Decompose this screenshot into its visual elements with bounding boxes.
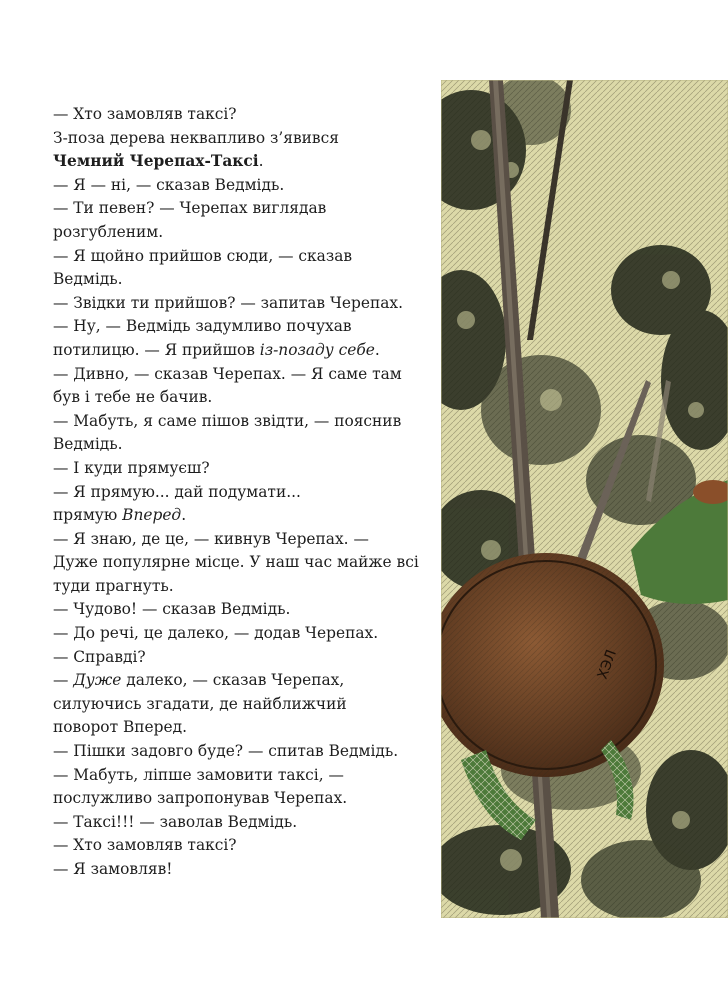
text-segment: — Таксі!!! — заволав Ведмідь.: [53, 812, 298, 831]
shell-marking: ХЭЛ: [594, 647, 620, 682]
text-segment: був і тебе не бачив.: [53, 388, 213, 407]
text-line: [53, 551, 433, 575]
text-line: [53, 127, 433, 151]
text-line: [53, 221, 433, 245]
text-segment: прямую: [53, 506, 123, 525]
text-line: [53, 716, 433, 740]
text-segment: — Я замовляв!: [53, 860, 173, 878]
text-segment: поворот Вперед.: [53, 718, 187, 737]
text-line: [53, 740, 433, 764]
text-line: [53, 103, 433, 127]
text-segment: — Я — ні, — сказав Ведмідь.: [53, 175, 285, 194]
text-line: [53, 787, 433, 811]
text-segment: Дуже популярне місце. У наш час майже всі: [53, 553, 419, 572]
text-line: [53, 410, 433, 434]
text-segment: Ведмідь.: [53, 435, 123, 454]
text-segment: — Я знаю, де це, — кивнув Черепах. —: [53, 529, 369, 548]
text-segment: силуючись згадати, де найближчий: [53, 694, 347, 713]
illustration-svg: [441, 80, 728, 918]
text-line: [53, 575, 433, 599]
text-segment: —: [53, 671, 74, 690]
text-line: [53, 764, 433, 788]
text-segment: — Ну, — Ведмідь задумливо почухав: [53, 317, 352, 336]
text-segment: Ведмідь.: [53, 270, 123, 289]
text-line: [53, 197, 433, 221]
text-segment: — Звідки ти прийшов? — запитав Черепах.: [53, 293, 403, 312]
text-line: [53, 339, 433, 363]
text-segment: розгубленим.: [53, 222, 164, 241]
text-segment: — Ти певен? — Черепах виглядав: [53, 199, 327, 218]
text-segment: — Мабуть, ліпше замовити таксі, —: [53, 765, 344, 784]
text-segment: — До речі, це далеко, — додав Черепах.: [53, 624, 379, 643]
text-line: [53, 834, 433, 858]
text-line: [53, 315, 433, 339]
text-line: [53, 150, 433, 174]
text-line: [53, 504, 433, 528]
text-line: [53, 646, 433, 670]
text-line: [53, 174, 433, 198]
text-line: [53, 245, 433, 269]
text-line: [53, 622, 433, 646]
text-segment: .: [374, 340, 380, 359]
text-segment: — Мабуть, я саме пішов звідти, — пояснив: [53, 411, 402, 430]
text-line: [53, 268, 433, 292]
text-segment: — Пішки задовго буде? — спитав Ведмідь.: [53, 742, 399, 761]
italic-text: із-позаду себе: [259, 340, 375, 359]
text-line: [53, 811, 433, 835]
text-segment: потилицю. — Я прийшов: [53, 340, 260, 359]
text-line: [53, 858, 433, 882]
text-line: [53, 292, 433, 316]
text-segment: — Дивно, — сказав Черепах. — Я саме там: [53, 364, 402, 383]
italic-text: Вперед: [122, 506, 182, 525]
text-line: [53, 528, 433, 552]
bold-text: Чемний Черепах-Таксі: [53, 152, 259, 171]
text-segment: туди прагнуть.: [53, 576, 174, 595]
text-line: [53, 481, 433, 505]
text-segment: — Я прямую... дай подумати...: [53, 482, 301, 501]
text-segment: .: [181, 506, 187, 525]
text-segment: — І куди прямуєш?: [53, 458, 210, 477]
text-line: [53, 433, 433, 457]
story-text: [53, 103, 433, 882]
text-segment: — Справді?: [53, 647, 146, 666]
text-segment: далеко, — сказав Черепах,: [121, 671, 345, 690]
text-segment: — Хто замовляв таксі?: [53, 836, 237, 855]
text-segment: З-поза дерева неквапливо з’явився: [53, 128, 339, 147]
text-line: [53, 363, 433, 387]
text-line: [53, 598, 433, 622]
italic-text: Дуже: [73, 671, 122, 690]
text-line: [53, 457, 433, 481]
text-segment: — Чудово! — сказав Ведмідь.: [53, 600, 291, 619]
text-line: [53, 386, 433, 410]
text-line: [53, 669, 433, 693]
text-segment: — Я щойно прийшов сюди, — сказав: [53, 246, 353, 265]
text-segment: послужливо запропонував Черепах.: [53, 789, 348, 808]
text-segment: .: [258, 152, 264, 171]
text-segment: — Хто замовляв таксі?: [53, 105, 237, 123]
forest-turtle-illustration: [441, 80, 728, 918]
text-line: [53, 693, 433, 717]
